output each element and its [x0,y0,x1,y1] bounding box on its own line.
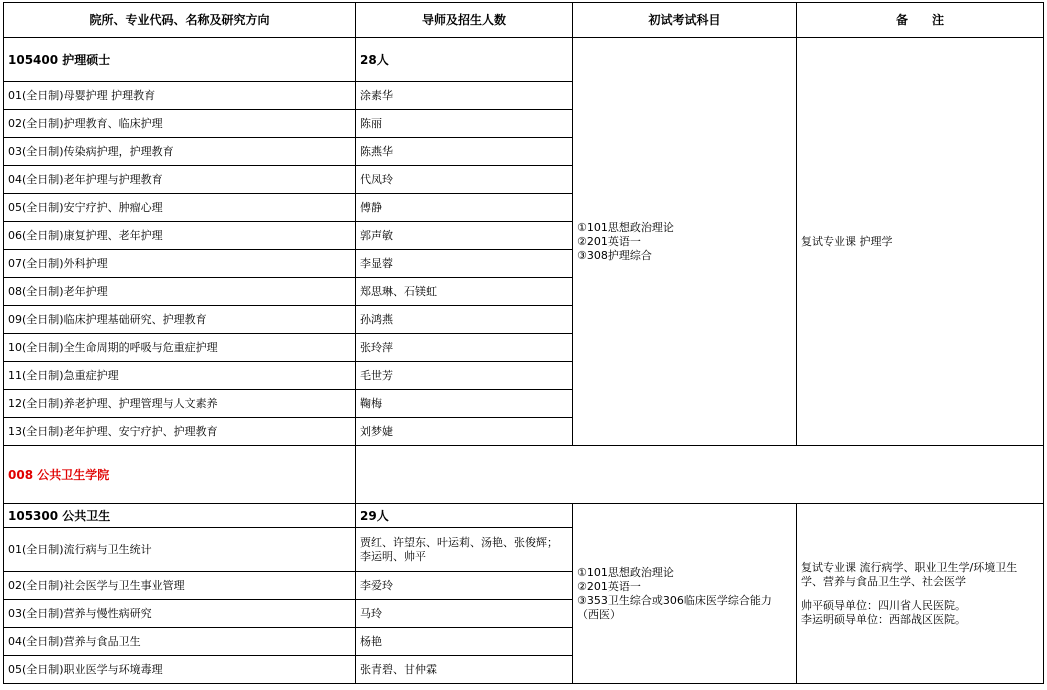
tutor: 刘梦婕 [356,418,573,446]
header-tutor: 导师及招生人数 [356,3,573,38]
tutor: 傅静 [356,194,573,222]
remark-text: 复试专业课 流行病学、职业卫生学/环境卫生学、营养与食品卫生学、社会医学 [801,560,1018,588]
tutor: 郑思琳、石镁虹 [356,278,573,306]
school-blank [356,446,1044,504]
research-direction: 12(全日制)养老护理、护理管理与人文素养 [4,390,356,418]
remark-text: 李运明硕导单位：西部战区医院。 [801,612,966,626]
research-direction: 01(全日制)流行病与卫生统计 [4,528,356,572]
research-direction: 13(全日制)老年护理、安宁疗护、护理教育 [4,418,356,446]
header-exam: 初试考试科目 [573,3,797,38]
remarks [797,38,1044,446]
exam-subjects [573,38,797,446]
research-direction: 07(全日制)外科护理 [4,250,356,278]
header-direction: 院所、专业代码、名称及研究方向 [4,3,356,38]
tutor: 涂素华 [356,82,573,110]
header-row [4,3,1044,38]
research-direction: 04(全日制)老年护理与护理教育 [4,166,356,194]
tutor: 李显蓉 [356,250,573,278]
table-row [4,504,1044,528]
enrollment-count: 29人 [356,504,573,528]
enrollment-count: 28人 [356,38,573,82]
remark-text: 复试专业课 护理学 [801,234,893,248]
research-direction: 03(全日制)传染病护理，护理教育 [4,138,356,166]
table-row [4,38,1044,82]
exam-subject: ③308护理综合 [577,248,652,262]
tutor: 代凤玲 [356,166,573,194]
research-direction: 03(全日制)营养与慢性病研究 [4,600,356,628]
major-name: 105400 护理硕士 [4,38,356,82]
research-direction: 01(全日制)母婴护理 护理教育 [4,82,356,110]
exam-subject: ①101思想政治理论 [577,565,674,579]
school-name: 008 公共卫生学院 [4,446,356,504]
tutor: 张玲萍 [356,334,573,362]
exam-subject: ③353卫生综合或306临床医学综合能力（西医） [577,593,772,621]
tutor: 马玲 [356,600,573,628]
tutor: 贾红、许望东、叶运莉、汤艳、张俊辉；李运明、帅平 [356,528,573,572]
tutor: 陈丽 [356,110,573,138]
exam-subjects [573,504,797,684]
tutor: 鞠梅 [356,390,573,418]
exam-subject: ①101思想政治理论 [577,220,674,234]
school-row [4,446,1044,504]
tutor: 李爱玲 [356,572,573,600]
research-direction: 08(全日制)老年护理 [4,278,356,306]
research-direction: 02(全日制)社会医学与卫生事业管理 [4,572,356,600]
tutor: 张青碧、甘仲霖 [356,656,573,684]
research-direction: 11(全日制)急重症护理 [4,362,356,390]
tutor: 毛世芳 [356,362,573,390]
research-direction: 04(全日制)营养与食品卫生 [4,628,356,656]
tutor: 杨艳 [356,628,573,656]
research-direction: 09(全日制)临床护理基础研究、护理教育 [4,306,356,334]
tutor: 陈燕华 [356,138,573,166]
research-direction: 06(全日制)康复护理、老年护理 [4,222,356,250]
remark-spacer [801,589,1039,599]
major-name: 105300 公共卫生 [4,504,356,528]
enrollment-table [3,2,1044,684]
research-direction: 05(全日制)安宁疗护、肿瘤心理 [4,194,356,222]
remarks [797,504,1044,684]
header-note: 备 注 [797,3,1044,38]
exam-subject: ②201英语一 [577,579,641,593]
exam-subject: ②201英语一 [577,234,641,248]
tutor: 孙鸿燕 [356,306,573,334]
remark-text: 帅平硕导单位：四川省人民医院。 [801,598,966,612]
research-direction: 05(全日制)职业医学与环境毒理 [4,656,356,684]
research-direction: 02(全日制)护理教育、临床护理 [4,110,356,138]
tutor: 郭声敏 [356,222,573,250]
research-direction: 10(全日制)全生命周期的呼吸与危重症护理 [4,334,356,362]
